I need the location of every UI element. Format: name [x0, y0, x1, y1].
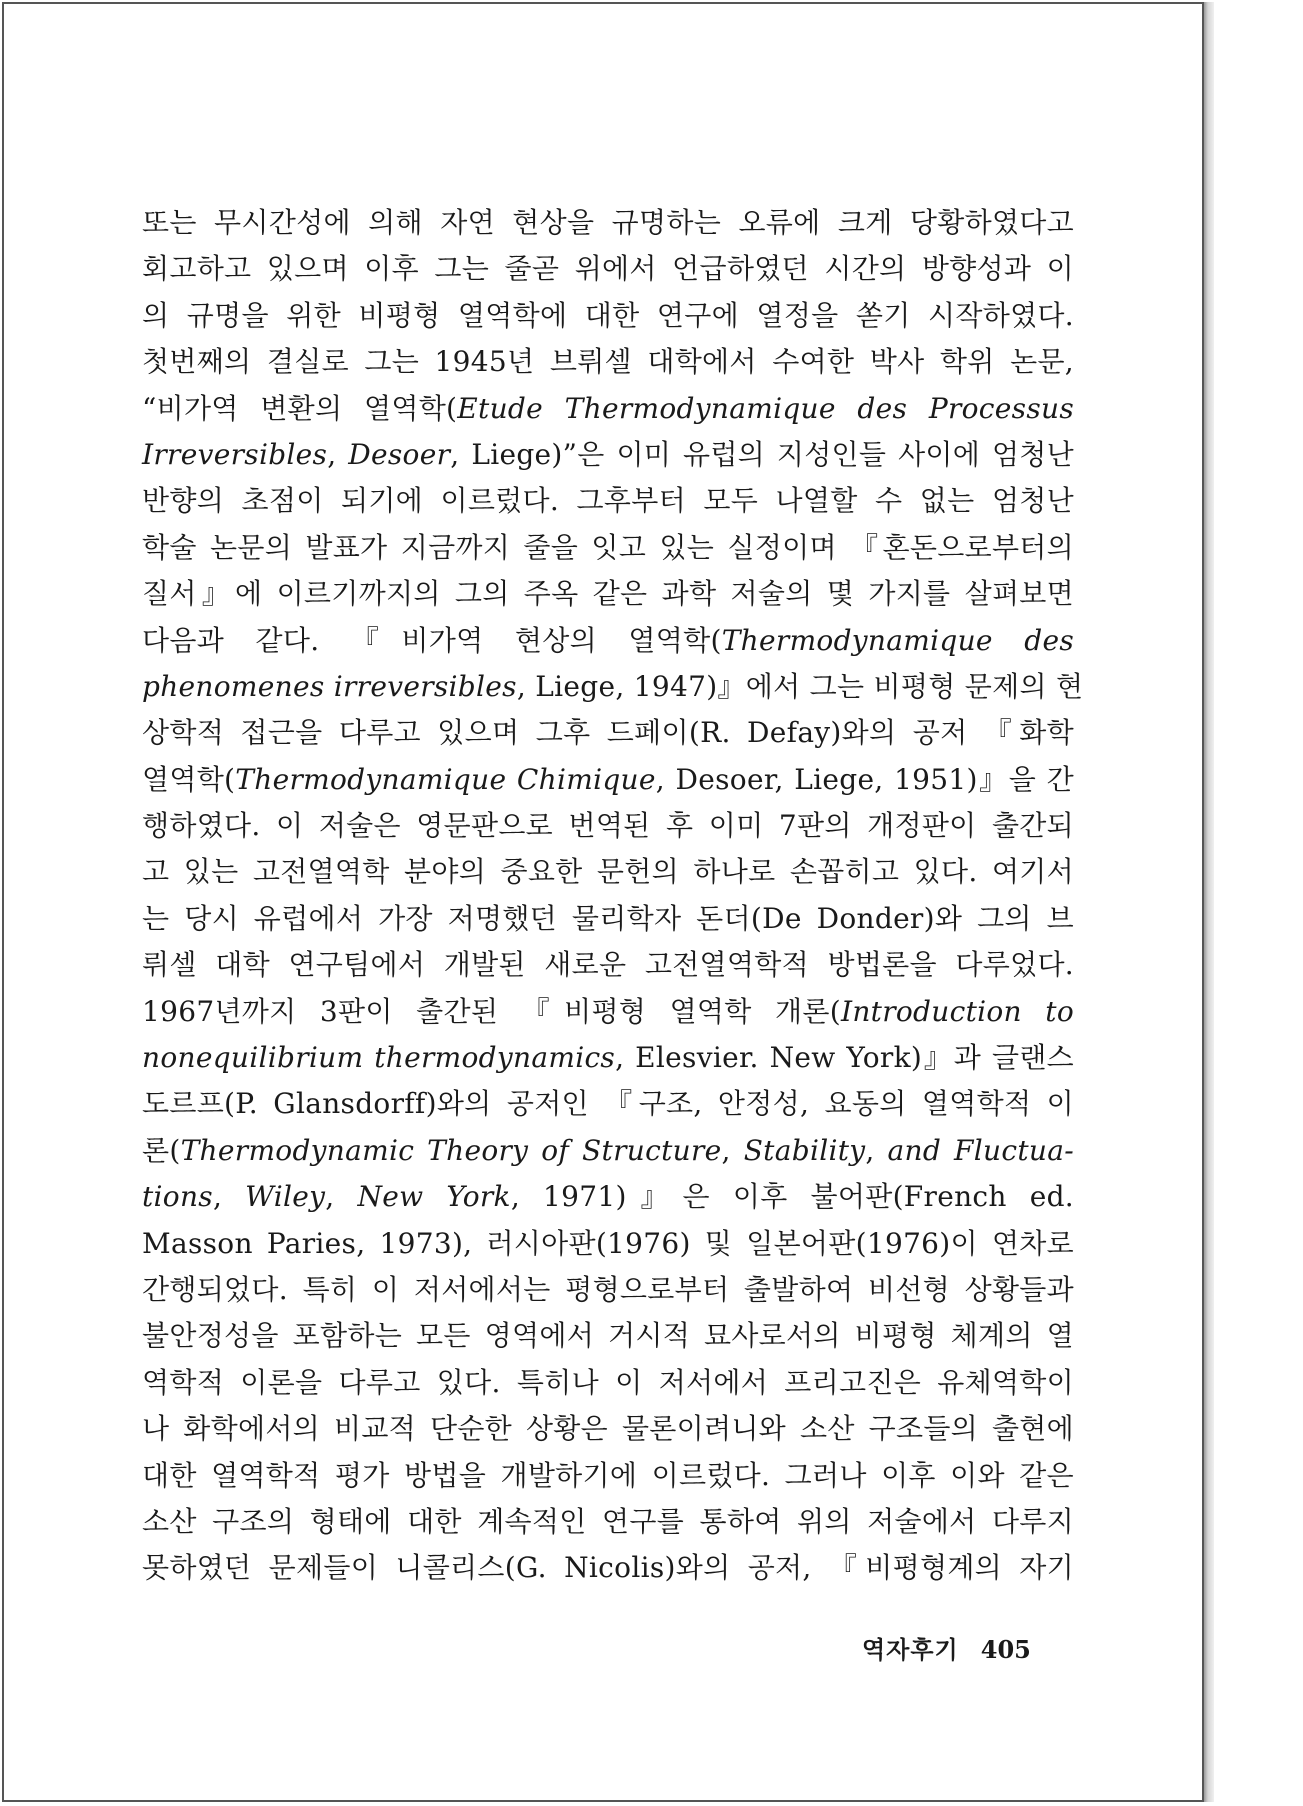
text-line: 나 화학에서의 비교적 단순한 상황은 물론이려니와 소산 구조들의 출현에	[142, 1412, 1074, 1446]
text-line: Irreversibles, Desoer, Liege)”은 이미 유럽의 지성인들 사이에 엄청난	[142, 437, 1074, 471]
page-edge-shadow	[1204, 2, 1214, 1802]
text-line: 뤼셀 대학 연구팀에서 개발된 새로운 고전열역학적 방법론을 다루었다.	[142, 948, 1074, 982]
text-line: 학술 논문의 발표가 지금까지 줄을 잇고 있는 실정이며 『혼돈으로부터의	[142, 530, 1074, 564]
text-line: 또는 무시간성에 의해 자연 현상을 규명하는 오류에 크게 당황하였다고	[142, 206, 1074, 239]
text-line: 열역학(Thermodynamique Chimique, Desoer, Liege, 1951)』을 간	[142, 762, 1075, 796]
text-line: 회고하고 있으며 이후 그는 줄곧 위에서 언급하였던 시간의 방향성과 이	[142, 252, 1074, 286]
text-line: 못하였던 문제들이 니콜리스(G. Nicolis)와의 공저, 『비평형계의 자기	[142, 1551, 1074, 1585]
text-line: 론(Thermodynamic Theory of Structure, Stability, and Fluctua-	[142, 1133, 1074, 1167]
page-number: 405	[980, 1635, 1031, 1664]
text-line: 간행되었다. 특히 이 저서에서는 평형으로부터 출발하여 비선형 상황들과	[142, 1272, 1074, 1306]
text-line: Masson Paries, 1973), 러시아판(1976) 및 일본어판(1976)이 연차로	[142, 1226, 1074, 1260]
text-line: 도르프(P. Glansdorff)와의 공저인 『구조, 안정성, 요동의 열역학적 이	[142, 1087, 1074, 1121]
text-line: 는 당시 유럽에서 가장 저명했던 물리학자 돈더(De Donder)와 그의 브	[142, 901, 1074, 935]
text-line: tions, Wiley, New York, 1971)』은 이후 불어판(French ed.	[142, 1180, 1074, 1214]
text-line: 반향의 초점이 되기에 이르렀다. 그후부터 모두 나열할 수 없는 엄청난	[142, 484, 1074, 518]
text-line: 다음과 같다. 『비가역 현상의 열역학(Thermodynamique des	[142, 623, 1074, 657]
text-line: 대한 열역학적 평가 방법을 개발하기에 이르렀다. 그러나 이후 이와 같은	[142, 1458, 1074, 1492]
text-line: “비가역 변환의 열역학(Etude Thermodynamique des Processus	[142, 391, 1074, 425]
text-line: 상학적 접근을 다루고 있으며 그후 드페이(R. Defay)와의 공저 『화학	[142, 716, 1074, 750]
text-line: 1967년까지 3판이 출간된 『비평형 열역학 개론(Introduction to	[142, 994, 1074, 1028]
text-line: 고 있는 고전열역학 분야의 중요한 문헌의 하나로 손꼽히고 있다. 여기서	[142, 855, 1074, 889]
book-page	[2, 2, 1204, 1802]
body-text	[142, 200, 1084, 1592]
text-line: nonequilibrium thermodynamics, Elesvier. New York)』과 글랜스	[142, 1041, 1074, 1075]
text-line: 질서』에 이르기까지의 그의 주옥 같은 과학 저술의 몇 가지를 살펴보면	[142, 577, 1074, 611]
text-line: phenomenes irreversibles, Liege, 1947)』에서 그는 비평형 문제의 현	[142, 669, 1084, 703]
text-line: 행하였다. 이 저술은 영문판으로 번역된 후 이미 7판의 개정판이 출간되	[142, 809, 1074, 843]
text-line: 역학적 이론을 다루고 있다. 특히나 이 저서에서 프리고진은 유체역학이	[142, 1365, 1074, 1399]
text-line: 불안정성을 포함하는 모든 영역에서 거시적 묘사로서의 비평형 체계의 열	[142, 1319, 1074, 1353]
text-line: 의 규명을 위한 비평형 열역학에 대한 연구에 열정을 쏟기 시작하였다.	[142, 298, 1074, 332]
text-line: 첫번째의 결실로 그는 1945년 브뤼셀 대학에서 수여한 박사 학위 논문,	[142, 345, 1074, 379]
running-head: 역자후기	[862, 1635, 959, 1664]
text-line: 소산 구조의 형태에 대한 계속적인 연구를 통하여 위의 저술에서 다루지	[142, 1504, 1074, 1538]
page-footer	[862, 1630, 1031, 1665]
